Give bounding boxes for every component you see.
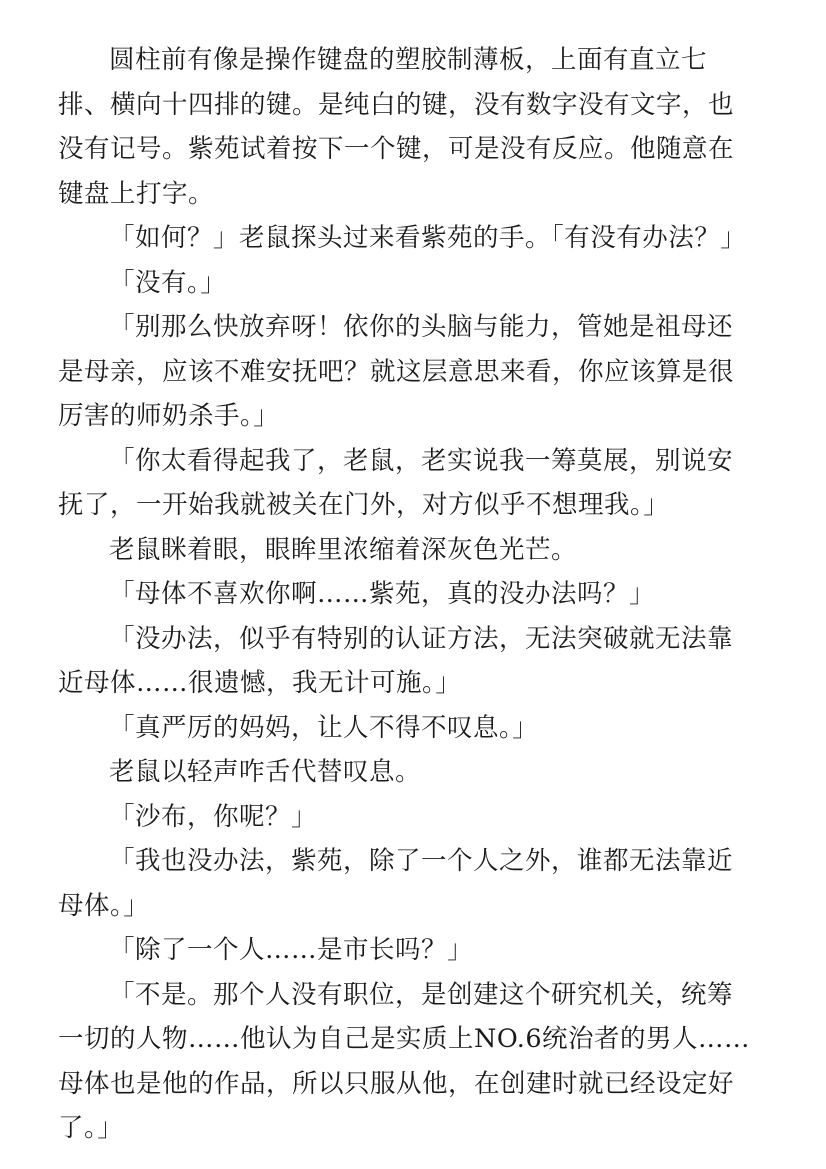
- paragraph: 「沙布，你呢？」: [109, 801, 318, 832]
- paragraph: 「我也没办法，紫苑，除了一个人之外，谁都无法靠近母体。」: [58, 846, 734, 921]
- paragraph: 圆柱前有像是操作键盘的塑胶制薄板，上面有直立七排、横向十四排的键。是纯白的键，没有数字没有文字，也没有记号。紫苑试着按下一个键，可是没有反应。他随意在键盘上打字。: [58, 45, 735, 209]
- paragraph: 老鼠以轻声咋舌代替叹息。: [109, 757, 422, 787]
- paragraph: 「没有。」: [109, 267, 227, 298]
- paragraph: 「真严厉的妈妈，让人不得不叹息。」: [109, 712, 539, 743]
- body-text: [58, 38, 758, 1151]
- paragraph: 「母体不喜欢你啊……紫苑，真的没办法吗？」: [109, 579, 656, 609]
- paragraph: 「别那么快放弃呀！依你的头脑与能力，管她是祖母还是母亲，应该不难安抚吧？就这层意思来看，你应该算是很厉害的师奶杀手。」: [58, 312, 735, 431]
- paragraph: 「除了一个人……是市长吗？」: [109, 935, 474, 965]
- paragraph: 「你太看得起我了，老鼠，老实说我一筹莫展，别说安抚了，一开始我就被关在门外，对方似乎不想理我。」: [58, 445, 734, 520]
- paragraph: 「如何？」老鼠探头过来看紫苑的手。「有没有办法？」: [109, 223, 747, 253]
- paragraph: 老鼠眯着眼，眼眸里浓缩着深灰色光芒。: [109, 534, 578, 565]
- paragraph: 「不是。那个人没有职位，是创建这个研究机关，统筹一切的人物……他认为自己是实质上NO.6统治者的男人……母体也是他的作品，所以只服从他，在创建时就已经设定好了。」: [58, 979, 751, 1143]
- paragraph: 「没办法，似乎有特别的认证方法，无法突破就无法靠近母体……很遗憾，我无计可施。」: [58, 623, 734, 698]
